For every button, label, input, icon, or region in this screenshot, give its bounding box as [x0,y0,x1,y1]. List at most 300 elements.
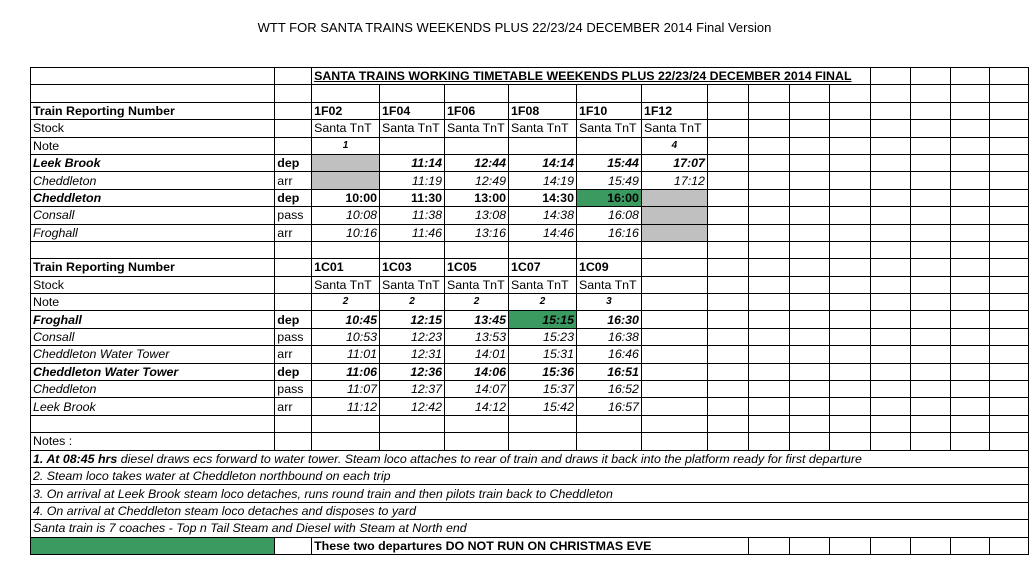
train-number: 1C07 [509,259,577,276]
empty-cell [830,328,871,345]
empty-cell [509,85,577,102]
time-cell [312,154,380,171]
empty-cell [910,363,950,380]
time-cell: 14:06 [445,363,509,380]
stock-value: Santa TnT [312,120,380,137]
empty-cell [641,241,707,258]
empty-cell [275,259,312,276]
note-ref [445,137,509,154]
timing-row [31,346,1029,363]
empty-cell [950,294,990,311]
empty-cell [871,433,911,450]
legend-swatch [31,537,275,554]
empty-cell [830,311,871,328]
time-cell: 15:37 [509,381,577,398]
train-number-label: Train Reporting Number [31,102,275,119]
empty-cell [509,433,577,450]
note-body: diesel draws ecs forward to water tower. Steam loco attaches to rear of train and draws it back into the platform ready for first departure [117,451,862,466]
empty-cell [789,433,830,450]
empty-cell [748,137,789,154]
empty-cell [748,207,789,224]
empty-cell [789,276,830,293]
time-cell: 16:57 [576,398,641,415]
legend-row [31,537,1029,554]
empty-cell [910,346,950,363]
empty-cell [707,276,748,293]
empty-cell [509,415,577,432]
empty-cell [990,433,1029,450]
empty-cell [707,241,748,258]
empty-cell [748,311,789,328]
empty-cell [312,85,380,102]
timetable-heading: SANTA TRAINS WORKING TIMETABLE WEEKENDS PLUS 22/23/24 DECEMBER 2014 FINAL [312,68,871,85]
timing-type: arr [275,172,312,189]
empty-cell [990,224,1029,241]
empty-cell [275,102,312,119]
empty-cell [312,241,380,258]
heading-row [31,68,1029,85]
empty-cell [789,537,830,554]
timing-type: dep [275,189,312,206]
empty-cell [871,207,911,224]
station-name: Cheddleton [31,381,275,398]
empty-cell [275,85,312,102]
empty-cell [380,415,445,432]
empty-cell [871,415,911,432]
time-cell: 14:01 [445,346,509,363]
note-line [31,520,1029,537]
empty-cell [990,68,1029,85]
empty-cell [707,207,748,224]
note-ref [509,137,577,154]
station-name: Consall [31,328,275,345]
empty-cell [707,294,748,311]
note-line [31,502,1029,519]
notes-title: Notes : [31,433,275,450]
empty-cell [950,433,990,450]
time-cell: 14:12 [445,398,509,415]
empty-cell [871,346,911,363]
empty-cell [871,137,911,154]
empty-cell [990,311,1029,328]
empty-cell [830,415,871,432]
empty-cell [31,85,275,102]
time-cell: 16:08 [576,207,641,224]
empty-cell [990,85,1029,102]
empty-cell [707,311,748,328]
empty-cell [871,241,911,258]
empty-cell [748,415,789,432]
empty-cell [789,85,830,102]
empty-cell [748,241,789,258]
train-number: 1F06 [445,102,509,119]
empty-cell [31,241,275,258]
empty-cell [707,137,748,154]
timing-row [31,224,1029,241]
empty-cell [641,85,707,102]
empty-cell [950,207,990,224]
time-cell: 16:52 [576,381,641,398]
timing-row [31,328,1029,345]
empty-cell [950,102,990,119]
empty-cell [950,120,990,137]
empty-cell [748,381,789,398]
empty-cell [990,294,1029,311]
empty-cell [950,172,990,189]
empty-cell [990,537,1029,554]
empty-cell [910,207,950,224]
empty-cell [910,294,950,311]
empty-cell [871,398,911,415]
empty-cell [748,85,789,102]
empty-cell [871,189,911,206]
timing-row [31,172,1029,189]
empty-cell [748,172,789,189]
empty-cell [641,328,707,345]
time-cell: 16:38 [576,328,641,345]
empty-cell [789,311,830,328]
timing-type: pass [275,207,312,224]
train-number: 1C03 [380,259,445,276]
blank-row [31,85,1029,102]
empty-cell [380,85,445,102]
empty-cell [31,415,275,432]
time-cell: 10:08 [312,207,380,224]
stock-value: Santa TnT [380,276,445,293]
note-line [31,467,1029,484]
empty-cell [910,398,950,415]
empty-cell [910,137,950,154]
empty-cell [789,207,830,224]
empty-cell [910,85,950,102]
time-cell: 14:38 [509,207,577,224]
timing-row [31,363,1029,380]
stock-value: Santa TnT [380,120,445,137]
empty-cell [748,294,789,311]
timing-row [31,189,1029,206]
empty-cell [748,102,789,119]
time-cell: 14:30 [509,189,577,206]
empty-cell [445,241,509,258]
timing-type: dep [275,154,312,171]
empty-cell [641,433,707,450]
time-cell: 12:44 [445,154,509,171]
time-cell: 12:49 [445,172,509,189]
empty-cell [789,363,830,380]
empty-cell [748,224,789,241]
empty-cell [641,363,707,380]
empty-cell [707,398,748,415]
empty-cell [910,276,950,293]
time-cell: 15:42 [509,398,577,415]
empty-cell [830,154,871,171]
empty-cell [910,259,950,276]
empty-cell [707,433,748,450]
blank-row [31,415,1029,432]
empty-cell [707,363,748,380]
empty-cell [509,241,577,258]
time-cell: 15:44 [576,154,641,171]
empty-cell [871,120,911,137]
time-cell: 16:30 [576,311,641,328]
empty-cell [707,224,748,241]
time-cell: 11:07 [312,381,380,398]
empty-cell [275,137,312,154]
blank-row [31,241,1029,258]
empty-cell [830,172,871,189]
empty-cell [707,259,748,276]
time-cell: 12:37 [380,381,445,398]
empty-cell [789,398,830,415]
time-cell: 13:00 [445,189,509,206]
empty-cell [641,259,707,276]
time-cell: 11:06 [312,363,380,380]
train-number-row [31,102,1029,119]
empty-cell [576,241,641,258]
empty-cell [748,398,789,415]
empty-cell [871,259,911,276]
empty-cell [871,381,911,398]
empty-cell [990,363,1029,380]
empty-cell [830,433,871,450]
timetable-grid [30,67,1029,555]
empty-cell [830,241,871,258]
empty-cell [910,415,950,432]
time-cell [641,224,707,241]
note-text: 3. On arrival at Leek Brook steam loco detaches, runs round train and then pilots train back to Cheddleton [31,485,1029,502]
empty-cell [789,241,830,258]
empty-cell [748,120,789,137]
time-cell: 11:12 [312,398,380,415]
empty-cell [789,154,830,171]
empty-cell [641,311,707,328]
train-number: 1F10 [576,102,641,119]
empty-cell [990,172,1029,189]
empty-cell [275,241,312,258]
train-number-label: Train Reporting Number [31,259,275,276]
empty-cell [707,120,748,137]
empty-cell [990,398,1029,415]
empty-cell [871,68,911,85]
empty-cell [990,189,1029,206]
time-cell: 12:42 [380,398,445,415]
empty-cell [871,276,911,293]
time-cell: 17:07 [641,154,707,171]
stock-value: Santa TnT [312,276,380,293]
time-cell: 10:53 [312,328,380,345]
empty-cell [830,102,871,119]
empty-cell [789,381,830,398]
empty-cell [275,537,312,554]
empty-cell [748,537,789,554]
empty-cell [910,224,950,241]
time-cell: 16:51 [576,363,641,380]
empty-cell [871,363,911,380]
note-row [31,137,1029,154]
time-cell: 13:53 [445,328,509,345]
empty-cell [707,381,748,398]
empty-cell [576,415,641,432]
note-ref [576,137,641,154]
empty-cell [910,154,950,171]
timing-row [31,398,1029,415]
empty-cell [275,294,312,311]
timing-type: arr [275,398,312,415]
empty-cell [748,189,789,206]
note-ref: 2 [445,294,509,311]
train-number: 1C05 [445,259,509,276]
time-cell [641,207,707,224]
empty-cell [830,294,871,311]
time-cell: 10:00 [312,189,380,206]
station-name: Froghall [31,311,275,328]
empty-cell [312,433,380,450]
empty-cell [789,224,830,241]
note-ref: 2 [380,294,445,311]
empty-cell [871,85,911,102]
empty-cell [910,241,950,258]
empty-cell [275,276,312,293]
empty-cell [910,102,950,119]
empty-cell [871,537,911,554]
empty-cell [641,294,707,311]
empty-cell [707,415,748,432]
stock-label: Stock [31,120,275,137]
time-cell: 15:23 [509,328,577,345]
note-text: 2. Steam loco takes water at Cheddleton northbound on each trip [31,467,1029,484]
empty-cell [950,276,990,293]
empty-cell [990,415,1029,432]
time-cell: 12:31 [380,346,445,363]
empty-cell [707,328,748,345]
empty-cell [275,415,312,432]
empty-cell [990,328,1029,345]
empty-cell [748,328,789,345]
empty-cell [990,102,1029,119]
empty-cell [748,259,789,276]
empty-cell [641,276,707,293]
station-name: Cheddleton [31,189,275,206]
time-cell: 10:45 [312,311,380,328]
empty-cell [990,346,1029,363]
document-title: WTT FOR SANTA TRAINS WEEKENDS PLUS 22/23/24 DECEMBER 2014 Final Version [257,20,772,35]
train-number: 1F08 [509,102,577,119]
note-text: Santa train is 7 coaches - Top n Tail Steam and Diesel with Steam at North end [31,520,1029,537]
empty-cell [950,189,990,206]
empty-cell [748,363,789,380]
empty-cell [641,346,707,363]
stock-value: Santa TnT [576,120,641,137]
empty-cell [910,328,950,345]
time-cell: 14:19 [509,172,577,189]
time-cell: 15:49 [576,172,641,189]
stock-value: Santa TnT [445,276,509,293]
empty-cell [950,137,990,154]
empty-cell [830,224,871,241]
empty-cell [445,85,509,102]
time-cell: 14:07 [445,381,509,398]
empty-cell [830,346,871,363]
time-cell [312,172,380,189]
empty-cell [275,120,312,137]
empty-cell [950,311,990,328]
empty-cell [312,415,380,432]
station-name: Froghall [31,224,275,241]
empty-cell [830,137,871,154]
empty-cell [789,102,830,119]
empty-cell [830,398,871,415]
train-number: 1C09 [576,259,641,276]
timing-type: dep [275,363,312,380]
note-row [31,294,1029,311]
note-label: Note [31,137,275,154]
train-number: 1F04 [380,102,445,119]
empty-cell [707,102,748,119]
time-cell: 16:16 [576,224,641,241]
timing-type: dep [275,311,312,328]
empty-cell [990,207,1029,224]
time-cell: 12:15 [380,311,445,328]
empty-cell [950,537,990,554]
empty-cell [990,137,1029,154]
empty-cell [641,398,707,415]
time-cell: 13:16 [445,224,509,241]
time-cell: 11:19 [380,172,445,189]
timing-type: arr [275,346,312,363]
station-name: Cheddleton [31,172,275,189]
empty-cell [830,537,871,554]
empty-cell [910,381,950,398]
timing-row [31,311,1029,328]
time-cell: 16:46 [576,346,641,363]
empty-cell [707,189,748,206]
empty-cell [950,415,990,432]
empty-cell [707,154,748,171]
empty-cell [576,85,641,102]
stock-value: Santa TnT [509,276,577,293]
empty-cell [950,398,990,415]
empty-cell [990,259,1029,276]
timing-row [31,207,1029,224]
note-line [31,450,1029,467]
empty-cell [950,328,990,345]
empty-cell [275,433,312,450]
station-name: Cheddleton Water Tower [31,363,275,380]
time-cell: 12:23 [380,328,445,345]
empty-cell [641,381,707,398]
empty-cell [990,276,1029,293]
empty-cell [707,172,748,189]
empty-cell [789,415,830,432]
empty-cell [871,311,911,328]
empty-cell [789,259,830,276]
empty-cell [789,294,830,311]
empty-cell [748,154,789,171]
note-time: 1. At 08:45 hrs [33,451,118,466]
empty-cell [990,120,1029,137]
empty-cell [830,120,871,137]
empty-cell [576,433,641,450]
timing-row [31,154,1029,171]
train-number-row [31,259,1029,276]
empty-cell [445,415,509,432]
time-cell: 11:01 [312,346,380,363]
time-cell: 17:12 [641,172,707,189]
empty-cell [445,433,509,450]
empty-cell [830,189,871,206]
train-number: 1F12 [641,102,707,119]
stock-value: Santa TnT [509,120,577,137]
